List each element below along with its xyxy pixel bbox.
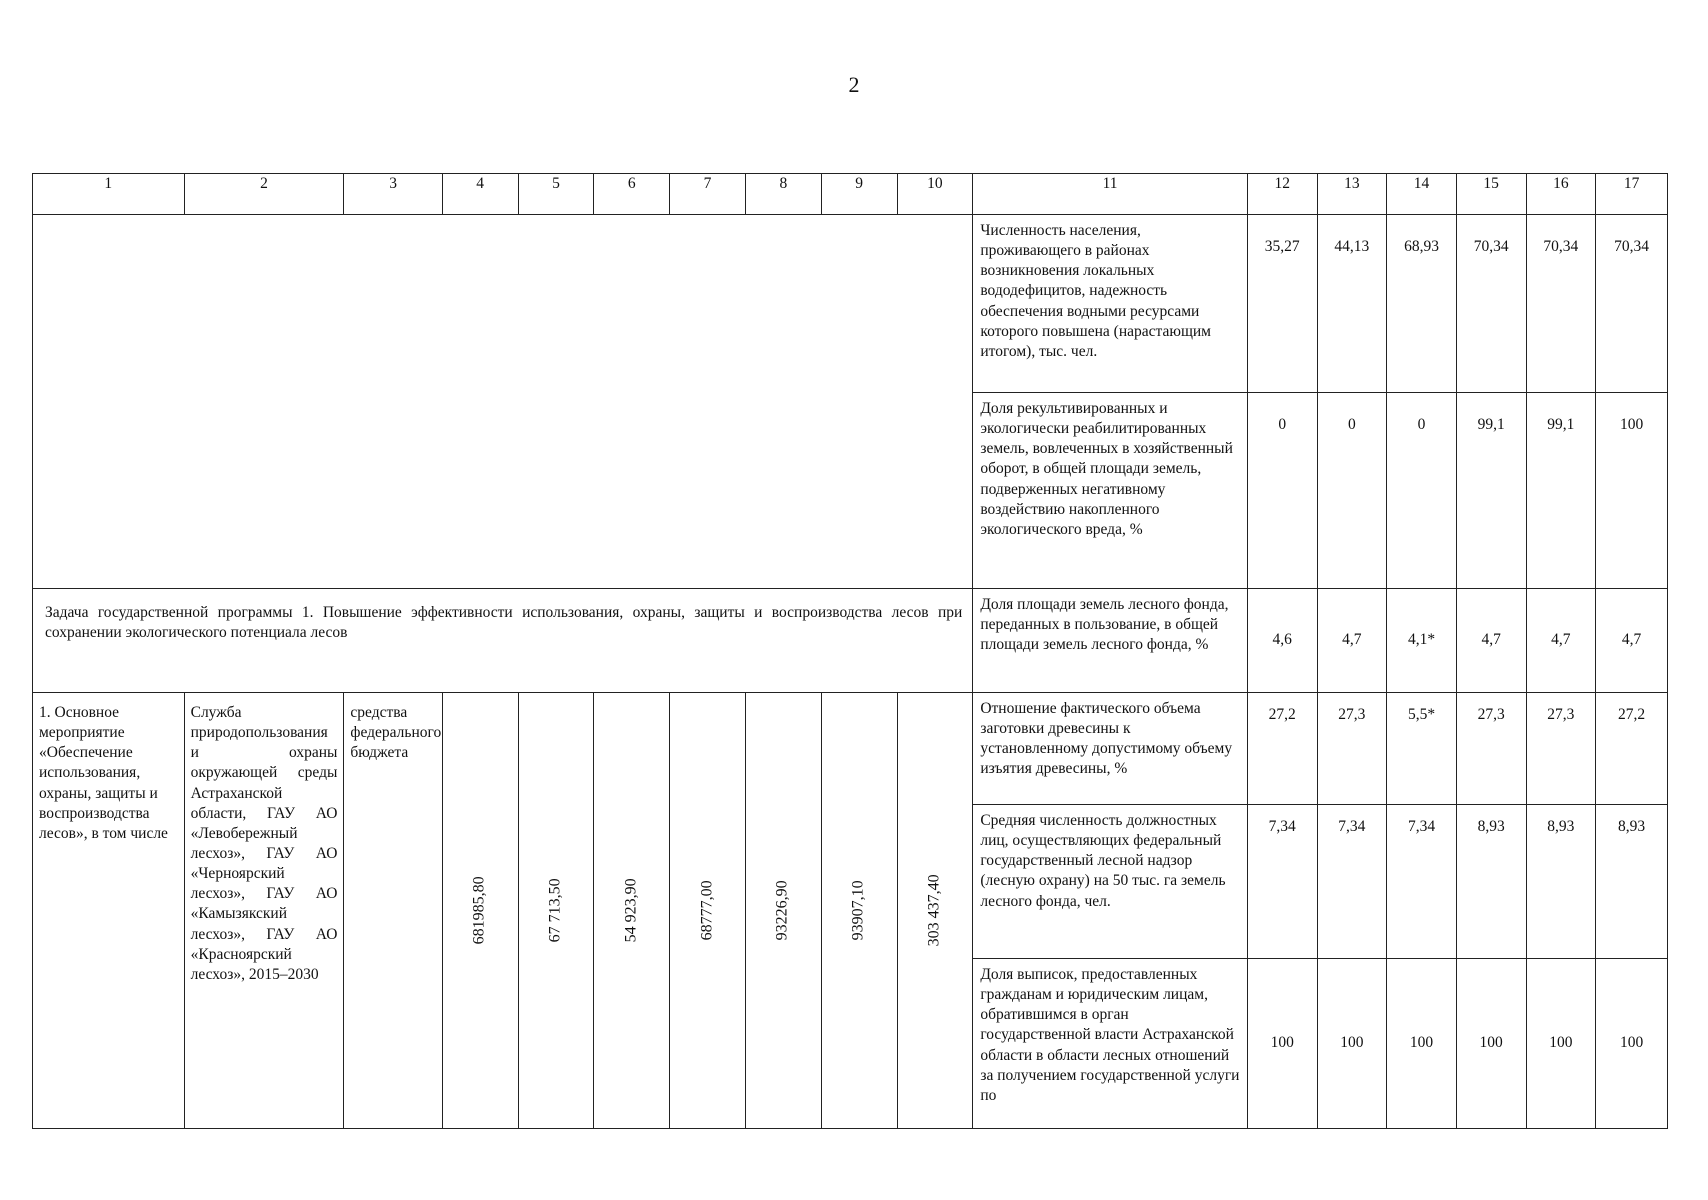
program-table <box>32 173 1668 1129</box>
column-number: 8 <box>745 174 821 215</box>
column-number: 11 <box>973 174 1248 215</box>
page-number: 2 <box>848 72 860 97</box>
value-cell: 7,34 <box>1247 805 1317 959</box>
measure-row <box>33 693 1668 805</box>
value-cell: 4,7 <box>1526 589 1596 693</box>
column-number: 17 <box>1596 174 1668 215</box>
value-cell: 8,93 <box>1456 805 1526 959</box>
amount-cell <box>442 693 518 1129</box>
measure-title: 1. Основное мероприятие «Обеспечение использования, охраны, защиты и воспроизводства лесов», в том числе <box>33 693 185 1129</box>
table-row <box>33 215 1668 393</box>
column-number: 15 <box>1456 174 1526 215</box>
value-cell: 27,2 <box>1596 693 1668 805</box>
indicator-cell: Средняя численность должностных лиц, осуществляющих федеральный государственный лесной надзор (лесную охрану) на 50 тыс. га земель лесного фонда, чел. <box>973 805 1248 959</box>
column-number: 16 <box>1526 174 1596 215</box>
column-number: 6 <box>594 174 670 215</box>
value-cell: 100 <box>1596 393 1668 589</box>
value-cell: 100 <box>1247 959 1317 1129</box>
amount-cell <box>594 693 670 1129</box>
value-cell: 8,93 <box>1596 805 1668 959</box>
indicator-cell: Доля площади земель лесного фонда, переданных в пользование, в общей площади земель лесного фонда, % <box>973 589 1248 693</box>
amount-value: 93907,10 <box>849 880 867 941</box>
value-cell: 7,34 <box>1387 805 1457 959</box>
column-number: 3 <box>344 174 442 215</box>
funding-source: средства федерального бюджета <box>344 693 442 1129</box>
column-number: 7 <box>670 174 746 215</box>
value-cell: 4,7 <box>1456 589 1526 693</box>
value-cell: 70,34 <box>1596 215 1668 393</box>
column-number: 12 <box>1247 174 1317 215</box>
empty-merged-cell <box>33 215 973 589</box>
value-cell: 4,7 <box>1317 589 1387 693</box>
value-cell: 7,34 <box>1317 805 1387 959</box>
value-cell: 99,1 <box>1526 393 1596 589</box>
value-cell: 8,93 <box>1526 805 1596 959</box>
amount-value: 681985,80 <box>470 876 488 945</box>
amount-value: 93226,90 <box>773 880 791 941</box>
column-number: 2 <box>184 174 344 215</box>
value-cell: 70,34 <box>1526 215 1596 393</box>
amount-value: 67 713,50 <box>546 878 564 943</box>
value-cell: 4,6 <box>1247 589 1317 693</box>
amount-value: 303 437,40 <box>925 874 943 947</box>
value-cell: 27,3 <box>1526 693 1596 805</box>
amount-value: 68777,00 <box>698 880 716 941</box>
column-number: 1 <box>33 174 185 215</box>
amount-cell <box>518 693 594 1129</box>
indicator-cell: Отношение фактического объема заготовки древесины к установленному допустимому объему изъятия древесины, % <box>973 693 1248 805</box>
amount-cell <box>821 693 897 1129</box>
column-number: 5 <box>518 174 594 215</box>
value-cell: 100 <box>1387 959 1457 1129</box>
amount-cell <box>670 693 746 1129</box>
value-cell: 0 <box>1317 393 1387 589</box>
column-number: 14 <box>1387 174 1457 215</box>
measure-executor: Служба природопользования и охраны окружающей среды Астраханской области, ГАУ АО «Левобережный лесхоз», ГАУ АО «Черноярский лесхоз», ГАУ АО «Камызякский лесхоз», ГАУ АО «Красноярский лесхоз», 2015–2030 <box>184 693 344 1129</box>
value-cell: 100 <box>1456 959 1526 1129</box>
column-number: 13 <box>1317 174 1387 215</box>
task-text: Задача государственной программы 1. Повышение эффективности использования, охраны, защиты и воспроизводства лесов при сохранении экологического потенциала лесов <box>33 589 973 693</box>
value-cell: 27,3 <box>1317 693 1387 805</box>
amount-cell <box>745 693 821 1129</box>
value-cell: 0 <box>1247 393 1317 589</box>
value-cell: 99,1 <box>1456 393 1526 589</box>
value-cell: 0 <box>1387 393 1457 589</box>
column-number: 4 <box>442 174 518 215</box>
value-cell: 4,7 <box>1596 589 1668 693</box>
column-number-row <box>33 174 1668 215</box>
value-cell: 27,3 <box>1456 693 1526 805</box>
column-number: 10 <box>897 174 973 215</box>
task-row <box>33 589 1668 693</box>
amount-cell <box>897 693 973 1129</box>
column-number: 9 <box>821 174 897 215</box>
value-cell: 100 <box>1596 959 1668 1129</box>
value-cell: 4,1* <box>1387 589 1457 693</box>
amount-value: 54 923,90 <box>622 878 640 943</box>
value-cell: 5,5* <box>1387 693 1457 805</box>
value-cell: 100 <box>1317 959 1387 1129</box>
indicator-cell: Доля рекультивированных и экологически реабилитированных земель, вовлеченных в хозяйственный оборот, в общей площади земель, подверженных негативному воздействию накопленного экологического вреда, % <box>973 393 1248 589</box>
value-cell: 44,13 <box>1317 215 1387 393</box>
value-cell: 70,34 <box>1456 215 1526 393</box>
value-cell: 35,27 <box>1247 215 1317 393</box>
value-cell: 100 <box>1526 959 1596 1129</box>
value-cell: 27,2 <box>1247 693 1317 805</box>
indicator-cell: Доля выписок, предоставленных гражданам и юридическим лицам, обратившимся в орган государственной власти Астраханской области в области лесных отношений за получением государственной услуги по <box>973 959 1248 1129</box>
value-cell: 68,93 <box>1387 215 1457 393</box>
indicator-cell: Численность населения, проживающего в районах возникновения локальных вододефицитов, надежность обеспечения водными ресурсами которого повышена (нарастающим итогом), тыс. чел. <box>973 215 1248 393</box>
